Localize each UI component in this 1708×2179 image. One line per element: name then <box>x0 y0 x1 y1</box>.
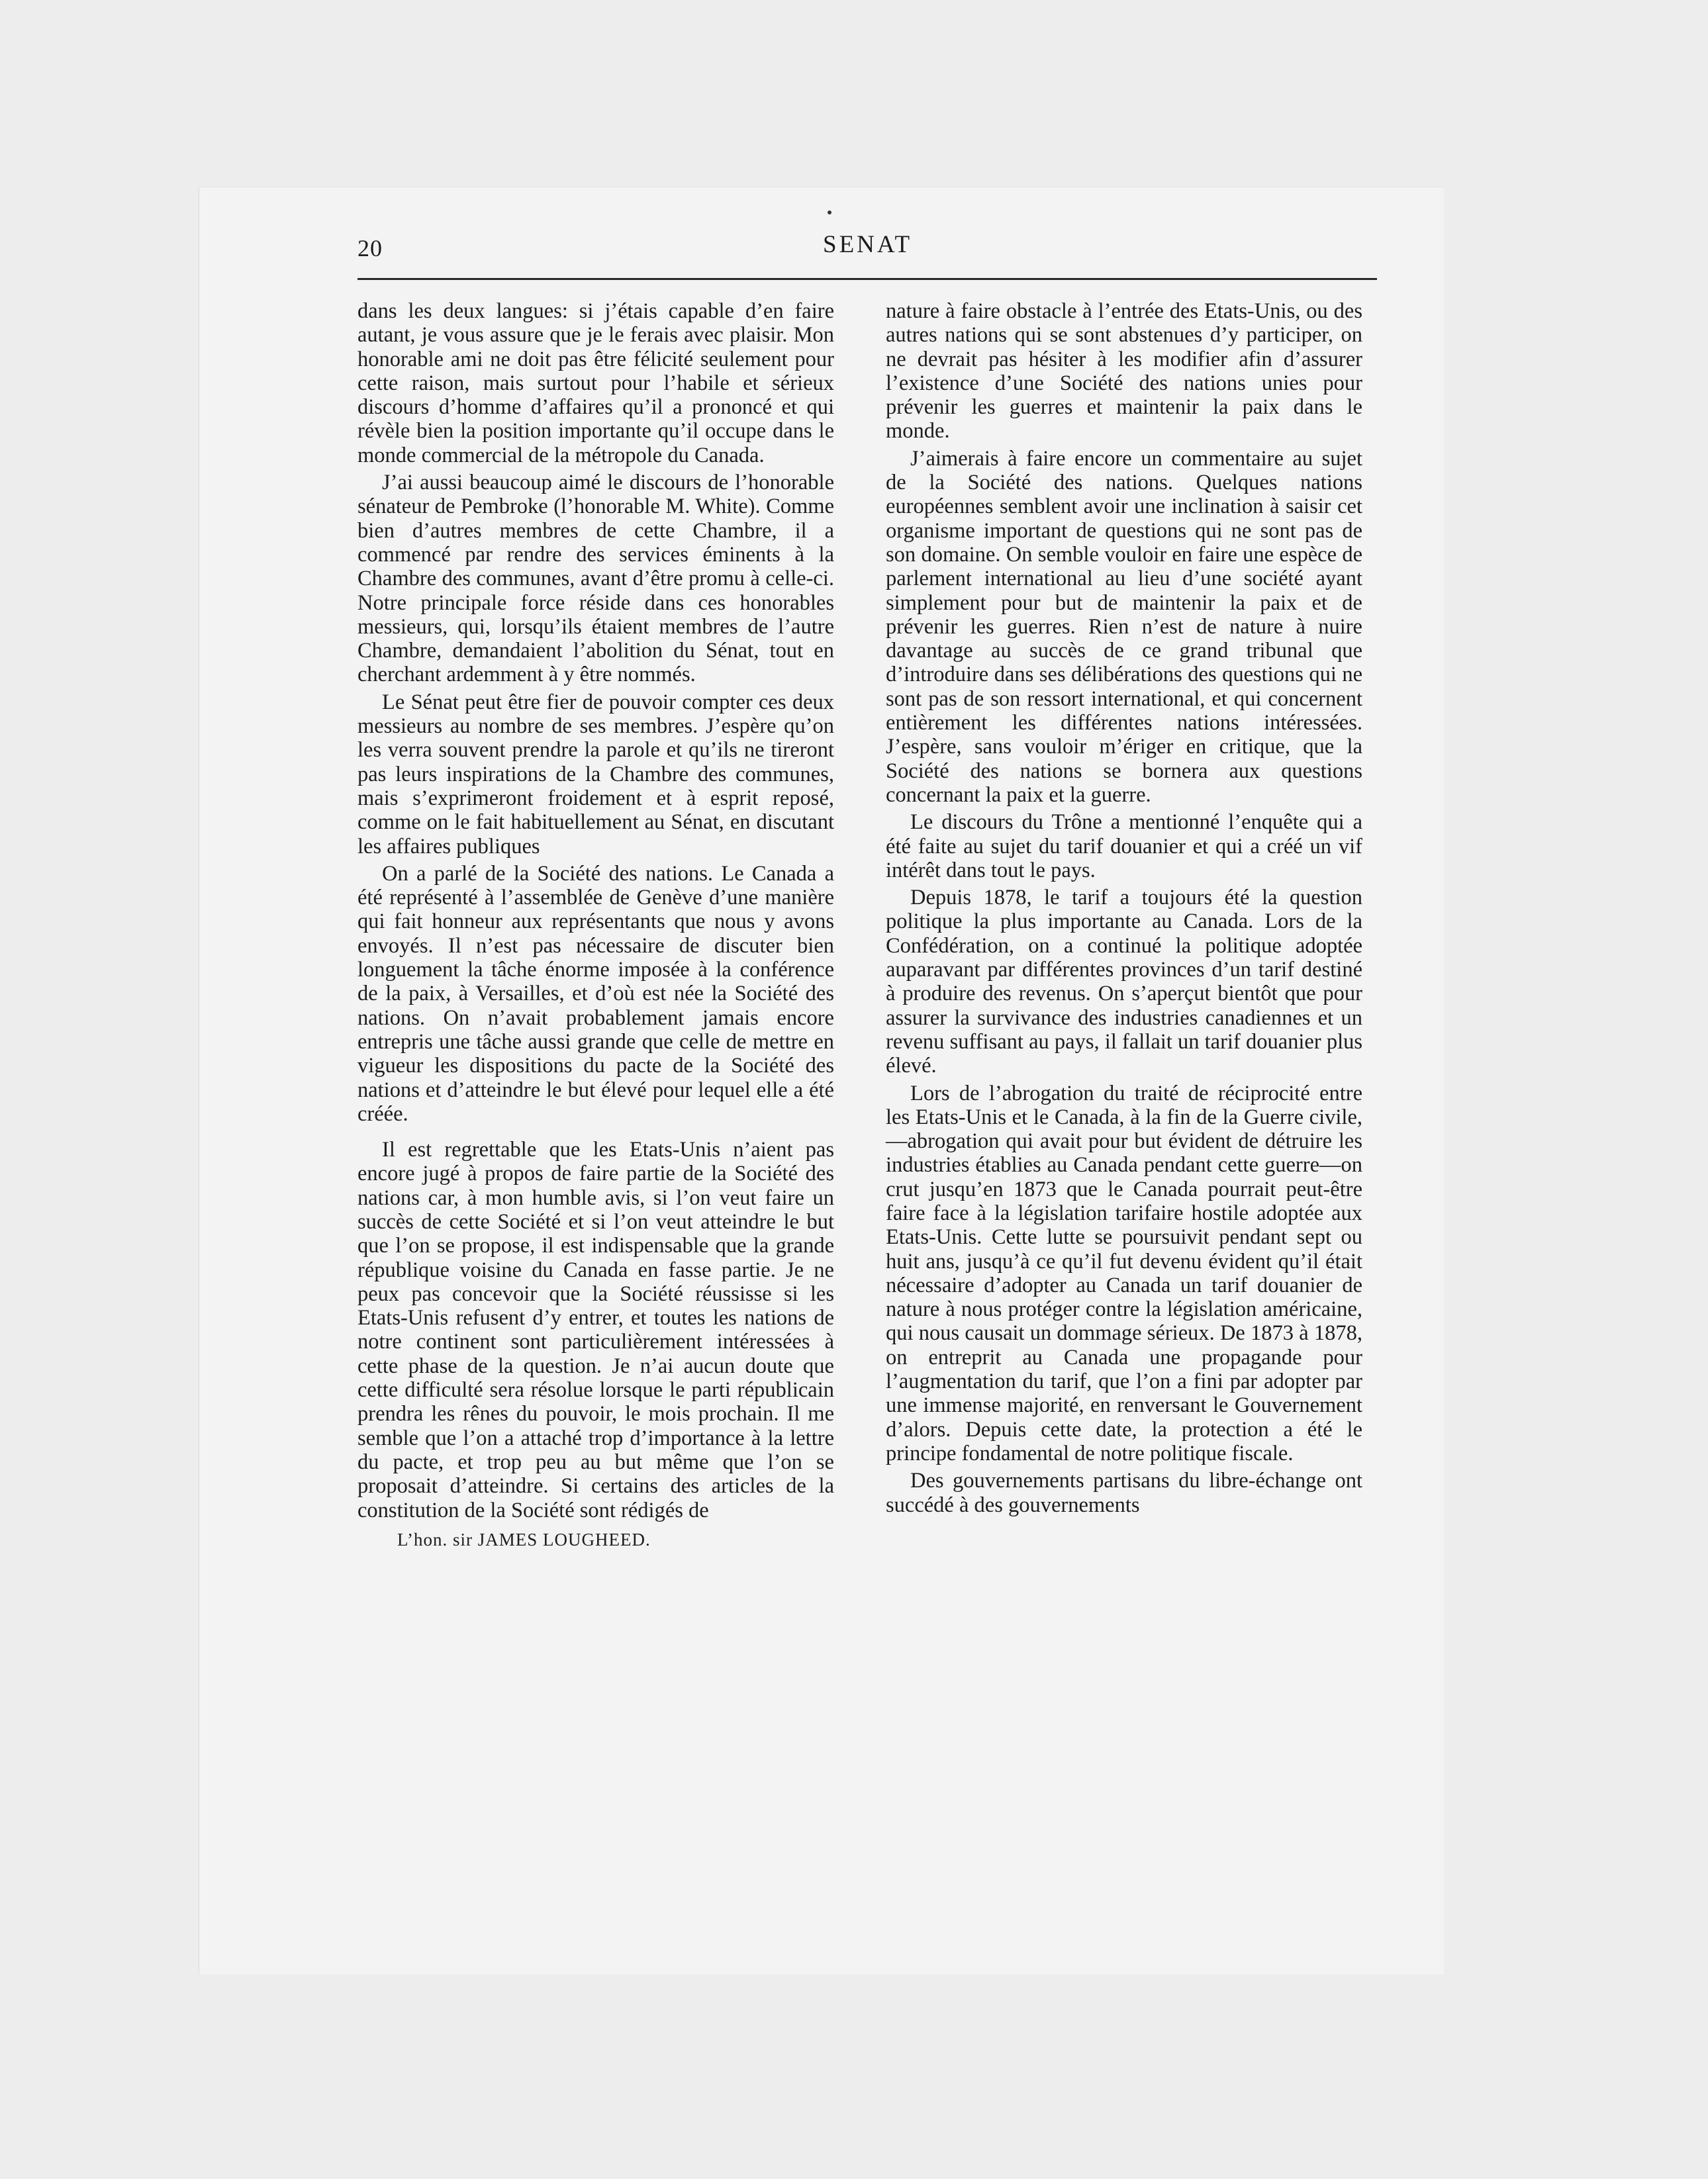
paragraph: J’ai aussi beaucoup aimé le discours de l’honorable sénateur de Pembroke (l’honorable M. White). Comme bien d’autres membres de cette Chambre, il a commencé par rendre des services éminents à la Chambre des communes, avant d’être promu à celle-ci. Notre principale force réside dans ces honorables messieurs, qui, lorsqu’ils étaient membres de l’autre Chambre, demandaient l’abolition du Sénat, tout en cherchant ardemment à y être nommés. <box>357 471 834 687</box>
paragraph: Depuis 1878, le tarif a toujours été la question politique la plus importante au Canada. Lors de la Confédération, on a continué la politique adoptée auparavant par différentes provinces d’un tarif destiné à produire des revenus. On s’aperçut bientôt que pour assurer la survivance des industries canadiennes et un revenu suffisant au pays, il fallait un tarif douanier plus élevé. <box>886 886 1362 1078</box>
page-number: 20 <box>357 235 383 261</box>
paragraph: Le discours du Trône a mentionné l’enquête qui a été faite au sujet du tarif douanier et qui a créé un vif intérêt dans tout le pays. <box>886 810 1362 882</box>
header-rule <box>357 278 1377 280</box>
paragraph: Lors de l’abrogation du traité de réciprocité entre les Etats-Unis et le Canada, à la fin de la Guerre civile,—abrogation qui avait pour but évident de détruire les industries établies au Canada pendant cette guerre—on crut jusqu’en 1873 que le Canada pourrait peut-être faire face à la législation tarifaire hostile adoptée aux Etats-Unis. Cette lutte se poursuivit pendant sept ou huit ans, jusqu’à ce qu’il fut devenu évident qu’il était nécessaire d’adopter au Canada un tarif douanier de nature à nous protéger contre la législation américaine, qui nous causait un dommage sérieux. De 1873 à 1878, on entreprit au Canada une propagande pour l’augmentation du tarif, que l’on a fini par adopter par une immense majorité, en renversant le Gouvernement d’alors. Depuis cette date, la protection a été le principe fondamental de notre politique fiscale. <box>886 1081 1362 1465</box>
paragraph: dans les deux langues: si j’étais capable d’en faire autant, je vous assure que je le ferais avec plaisir. Mon honorable ami ne doit pas être félicité seulement pour cette raison, mais surtout pour l’habile et sérieux discours d’homme d’affaires qu’il a prononcé et qui révèle bien la position importante qu’il occupe dans le monde commercial de la métropole du Canada. <box>357 299 834 467</box>
paragraph: Des gouvernements partisans du libre-échange ont succédé à des gouvernements <box>886 1469 1362 1517</box>
running-head: SENAT <box>823 231 913 258</box>
paragraph: J’aimerais à faire encore un commentaire au sujet de la Société des nations. Quelques nations européennes semblent avoir une inclination à saisir cet organisme important de questions qui ne sont pas de son domaine. On semble vouloir en faire une espèce de parlement international au lieu d’une société ayant simplement pour but de maintenir la paix et de prévenir les guerres. Rien n’est de nature à nuire davantage au succès de ce grand tribunal que d’introduire dans ses délibérations des questions qui ne sont pas de son ressort international, et qui concernent entièrement les différentes nations intéressées. J’espère, sans vouloir m’ériger en critique, que la Société des nations se bornera aux questions concernant la paix et la guerre. <box>886 446 1362 807</box>
paragraph: nature à faire obstacle à l’entrée des Etats-Unis, ou des autres nations qui se sont abstenues d’y participer, on ne devrait pas hésiter à les modifier afin d’assurer l’existence d’une Société des nations unies pour prévenir les guerres et maintenir la paix dans le monde. <box>886 299 1362 443</box>
paragraph: On a parlé de la Société des nations. Le Canada a été représenté à l’assemblée de Genève d’une manière qui fait honneur aux représentants que nous y avons envoyés. Il n’est pas nécessaire de discuter bien longuement la tâche énorme imposée à la conférence de la paix, à Versailles, et d’où est née la Société des nations. On n’avait probablement jamais encore entrepris une tâche aussi grande que celle de mettre en vigueur les dispositions du pacte de la Société des nations et d’atteindre le but élevé pour lequel elle a été créée. <box>357 861 834 1126</box>
header-dot <box>828 210 831 214</box>
speaker-line: L’hon. sir JAMES LOUGHEED. <box>397 1529 651 1550</box>
right-column <box>886 299 1362 1520</box>
paragraph: Le Sénat peut être fier de pouvoir compter ces deux messieurs au nombre de ses membres. J’espère qu’on les verra souvent prendre la parole et qu’ils ne tireront pas leurs inspirations de la Chambre des communes, mais s’exprimeront froidement et à esprit reposé, comme on le fait habituellement au Sénat, en discutant les affaires publiques <box>357 690 834 858</box>
paragraph: Il est regrettable que les Etats-Unis n’aient pas encore jugé à propos de faire partie de la Société des nations car, à mon humble avis, si l’on veut faire un succès de cette Société et si l’on veut atteindre le but que l’on se propose, il est indispensable que la grande république voisine du Canada en fasse partie. Je ne peux pas concevoir que la Société réussisse si les Etats-Unis refusent d’y entrer, et toutes les nations de notre continent sont particulièrement intéressées à cette phase de la question. Je n’ai aucun doute que cette difficulté sera résolue lorsque le parti républicain prendra les rênes du pouvoir, le mois prochain. Il me semble que l’on a attaché trop d’importance à la lettre du pacte, et trop peu au but même que l’on se proposait d’atteindre. Si certains des articles de la constitution de la Société sont rédigés de <box>357 1138 834 1522</box>
left-column <box>357 299 834 1550</box>
